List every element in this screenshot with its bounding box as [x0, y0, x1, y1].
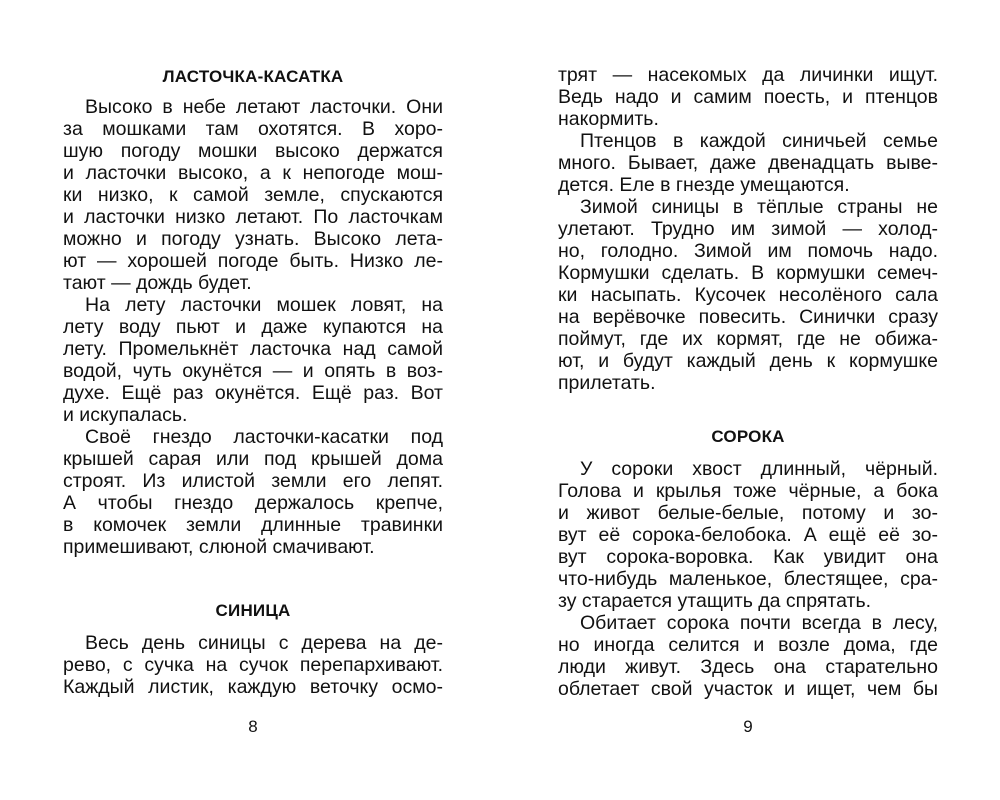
- text-line: ки насыпать. Кусочек несолёного сала: [558, 284, 938, 306]
- text-line: Весь день синицы с дерева на де-: [85, 632, 443, 654]
- text-line: люди живут. Здесь она старательно: [558, 656, 938, 678]
- text-line: трят — насекомых да личинки ищут.: [558, 64, 938, 86]
- text-line: ют — хорошей погоде быть. Низко ле-: [63, 250, 443, 272]
- text-line: поймут, где их кормят, где не обижа-: [558, 328, 938, 350]
- text-line: облетает свой участок и ищет, чем бы: [558, 678, 938, 700]
- text-line: На лету ласточки мошек ловят, на: [85, 294, 443, 316]
- text-line: ют, и будут каждый день к кормушке: [558, 350, 938, 372]
- text-line: и искупалась.: [63, 404, 188, 426]
- text-line: Кормушки сделать. В кормушки семеч-: [558, 262, 938, 284]
- text-line: ки низко, к самой земле, спускаются: [63, 184, 443, 206]
- page-number-left: 8: [248, 717, 258, 736]
- text-line: в комочек земли длинные травинки: [63, 514, 443, 536]
- text-line: лету воду пьют и даже купаются на: [63, 316, 443, 338]
- text-line: на верёвочке повесить. Синички сразу: [558, 306, 938, 328]
- text-line: крышей сарая или под крышей дома: [63, 448, 443, 470]
- text-line: лету. Промелькнёт ласточка над самой: [63, 338, 443, 360]
- story-title-titmouse: СИНИЦА: [215, 601, 291, 620]
- text-line: дется. Еле в гнезде умещаются.: [558, 174, 850, 196]
- text-line: шую погоду мошки высоко держатся: [63, 140, 443, 162]
- text-line: много. Бывает, даже двенадцать выве-: [558, 152, 938, 174]
- page-number-right: 9: [743, 717, 753, 736]
- text-line: что-нибудь маленькое, блестящее, сра-: [558, 568, 938, 590]
- text-line: за мошками там охотятся. В хоро-: [63, 118, 443, 140]
- story-body-magpie: [558, 458, 938, 700]
- text-line: Голова и крылья тоже чёрные, а бока: [558, 480, 938, 502]
- text-line: накормить.: [558, 108, 659, 130]
- text-line: духе. Ещё раз окунётся. Ещё раз. Вот: [63, 382, 443, 404]
- text-line: и живот белые-белые, потому и зо-: [558, 502, 938, 524]
- text-line: Обитает сорока почти всегда в лесу,: [580, 612, 938, 634]
- text-line: прилетать.: [558, 372, 656, 394]
- text-line: Птенцов в каждой синичьей семье: [580, 130, 938, 152]
- text-line: вут её сорока-белобока. А ещё её зо-: [558, 524, 938, 546]
- text-line: водой, чуть окунётся — и опять в воз-: [63, 360, 443, 382]
- story-body-titmouse: [63, 632, 443, 698]
- text-line: и ласточки низко летают. По ласточкам: [63, 206, 443, 228]
- text-line: рево, с сучка на сучок перепархивают.: [63, 654, 443, 676]
- text-line: Высоко в небе летают ласточки. Они: [85, 96, 443, 118]
- text-line: строят. Из илистой земли его лепят.: [63, 470, 443, 492]
- text-line: Каждый листик, каждую веточку осмо-: [63, 676, 443, 698]
- story-title-magpie: СОРОКА: [711, 427, 785, 446]
- text-line: тают — дождь будет.: [63, 272, 252, 294]
- text-line: Зимой синицы в тёплые страны не: [580, 196, 938, 218]
- text-line: улетают. Трудно им зимой — холод-: [558, 218, 938, 240]
- left-page: [63, 0, 443, 800]
- story-title-swallow: ЛАСТОЧКА-КАСАТКА: [162, 67, 344, 86]
- text-line: Своё гнездо ласточки-касатки под: [85, 426, 443, 448]
- text-line: А чтобы гнездо держалось крепче,: [63, 492, 443, 514]
- text-line: Ведь надо и самим поесть, и птенцов: [558, 86, 938, 108]
- text-line: вут сорока-воровка. Как увидит она: [558, 546, 938, 568]
- text-line: У сороки хвост длинный, чёрный.: [580, 458, 938, 480]
- text-line: можно и погоду узнать. Высоко лета-: [63, 228, 443, 250]
- text-line: но, голодно. Зимой им помочь надо.: [558, 240, 938, 262]
- text-line: и ласточки высоко, а к непогоде мош-: [63, 162, 443, 184]
- text-line: но иногда селится и возле дома, где: [558, 634, 938, 656]
- text-line: зу старается утащить да спрятать.: [558, 590, 872, 612]
- story-body-titmouse-continued: [558, 64, 938, 394]
- right-page: [558, 0, 938, 800]
- story-body-swallow: [63, 96, 443, 558]
- text-line: примешивают, слюной смачивают.: [63, 536, 375, 558]
